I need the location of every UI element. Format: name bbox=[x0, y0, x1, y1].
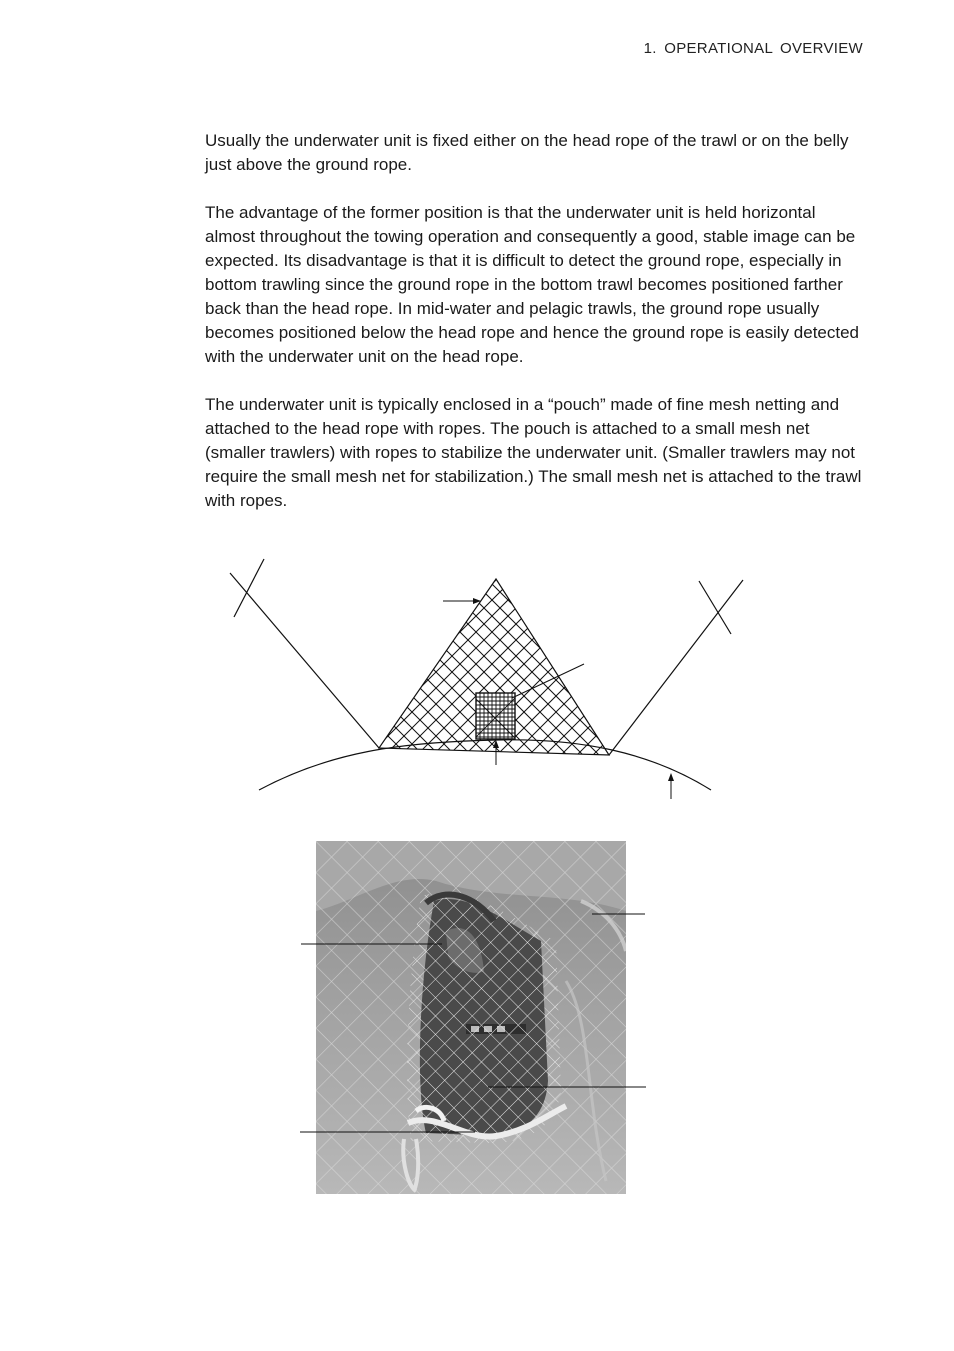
running-header: 1. OPERATIONAL OVERVIEW bbox=[643, 40, 863, 57]
paragraph-advantages: The advantage of the former position is that the underwater unit is held horizontal almost throughout the towing operation and consequently a good, stable image can be expected. Its disadvantage is that it is difficult to detect the ground rope, especially in bottom trawling since the ground rope in the bottom trawl becomes positioned farther back than the head rope. In mid-water and pelagic trawls, the ground rope usually becomes positioned below the head rope and hence the ground rope is easily detected with the underwater unit on the head rope. bbox=[205, 203, 860, 366]
paragraph-mounting-position: Usually the underwater unit is fixed either on the head rope of the trawl or on the belly just above the ground rope. bbox=[205, 131, 849, 174]
paragraph-pouch: The underwater unit is typically enclosed in a “pouch” made of fine mesh netting and attached to the head rope with ropes. The pouch is attached to a small mesh net (smaller trawlers) with ropes to stabilize the underwater unit. (Smaller trawlers may not require the small mesh net for stabilization.) The small mesh net is attached to the trawl with ropes. bbox=[205, 395, 862, 510]
